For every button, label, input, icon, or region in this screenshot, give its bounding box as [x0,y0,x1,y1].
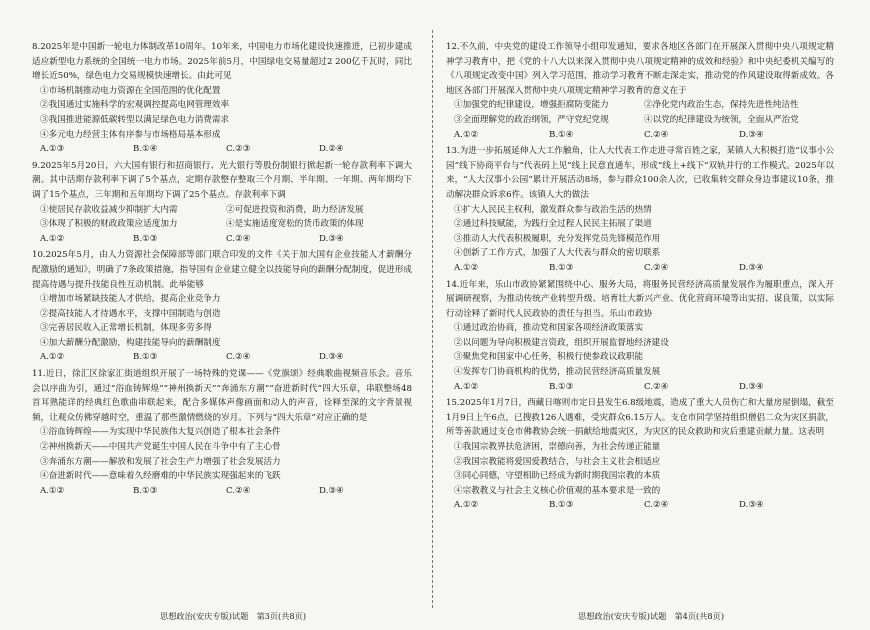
answer-choices [446,380,834,395]
option-item: ②可促进投资和消费，助力经济发展 [226,204,364,215]
answer-choice[interactable]: D.②④ [319,144,344,155]
option-item: ①增加市场紧缺技能人才供给，提高企业竞争力 [40,294,221,305]
option-item: ②以问题为导向积极建言资政，组织开展监督地经济建设 [454,337,669,348]
option-item: ①市场机制推动电力资源在全国范围的优化配置 [40,85,221,96]
option-item: ④发挥专门协商机构的优势，推动民营经济高质量发展 [454,367,661,378]
answer-choice[interactable]: A.①② [40,352,65,363]
question-stem: 13.为进一步拓展延伸人大工作触角，让人大代表工作走进寻常百姓之家，某镇人大积极打造“议事小公园”线下协商平台与“代表码上见”线上民意直通车，形成“线上+线下”双轨并行的工作模式。2025年以来，“人大汉事小公园”累计开展活动8场，参与群众100余人次，已收集转交群众身边事建议10条，推动解决群众诉求6件。该镇人大的做法 [446,146,834,200]
option-item: ①我国宗教界扶危济困，崇德向善，为社会传递正能量 [454,442,661,453]
answer-choice[interactable]: A.①② [40,233,65,244]
answer-choice[interactable]: D.③④ [319,485,344,496]
option-item: ②通过科技赋能，为践行全过程人民民主拓展了渠道 [454,219,652,230]
answer-choice[interactable]: A.①② [40,485,65,496]
footer-right: 思想政治(安庆专版)试题 第4页(共8页) [578,611,725,621]
answer-choice[interactable]: A.①③ [40,144,65,155]
answer-choice[interactable]: B.①③ [133,233,158,244]
answer-choice[interactable]: D.③④ [319,352,344,363]
answer-choice[interactable]: B.①③ [549,381,574,392]
option-item: ①扩大人民民主权利，激发群众参与政治生活的热情 [454,204,652,215]
answer-choices [32,142,412,157]
option-item: ②我国宗教能将爱国爱教结合，与社会主义社会相适应 [454,456,661,467]
option-item: ④多元电力经营主体有序参与市场格局基本形成 [40,129,221,140]
question-block [32,159,412,247]
answer-choice[interactable]: B.①③ [549,262,574,273]
option-row [32,217,412,232]
option-item: ④创新了工作方式，加强了人大代表与群众的密切联系 [454,248,661,259]
answer-choice[interactable]: B.①③ [133,485,158,496]
answer-choice[interactable]: D.③④ [739,381,764,392]
answer-choice[interactable]: B.①④ [549,129,574,140]
answer-choice[interactable]: D.③④ [319,233,344,244]
question-stem: 15.2025年1月7日，西藏日喀则市定日县发生6.8级地震，造成了重大人员伤亡和大量房屋倒塌，截至1月9日上午6点，已搜救126人遇难，受灾群众6.15万人。支仓市同学坚持组织僧侣二众为灾区捐款，所等善款通过支仓市佛教协会统一捐献给地震灾区，为灾区的民众救助和灾后重建贡献力量。这表明 [446,398,834,438]
question-stem: 10.2025年5月，由人力资源社会保障部等部门联合印发的文件《关于加大国有企业技能人才薪酬分配激励的通知》，明确了7条政策措施，指导国有企业建立健全以技能导向的薪酬分配制度，促进形成提高待遇与提升技能良性互动机制。此举能够 [32,250,412,290]
option-row [32,203,412,218]
answer-choices [32,232,412,247]
question-block [32,248,412,365]
answer-choices [446,498,834,513]
answer-choice[interactable]: C.②④ [644,500,669,511]
option-item: ①加强党的纪律建设，增强拒腐防变能力 [454,100,609,111]
option-item: ④奋进新时代——意味着久经磨难的中华民族实现强起来的飞跃 [40,471,281,482]
answer-choice[interactable]: D.③④ [739,500,764,511]
answer-choice[interactable]: C.②④ [226,233,251,244]
answer-choices [446,261,834,276]
answer-choice[interactable]: C.②③ [226,144,251,155]
option-item: ③聚焦党和国家中心任务，积极行使参政议政职能 [454,352,644,363]
option-item: ③推动人大代表积极履职，充分发挥党员先锋模范作用 [454,233,661,244]
option-item: ③体现了积极的财政政策应适度加力 [40,219,178,230]
answer-choice[interactable]: D.③④ [739,262,764,273]
option-item: ①使居民存款收益减少抑制扩大内需 [40,204,178,215]
answer-choice[interactable]: A.①② [454,381,479,392]
option-item: ③完善居民收入正常增长机制，体现多劳多得 [40,323,212,334]
option-item: ②神州换新天——中国共产党诞生中国人民在斗争中有了主心骨 [40,442,281,453]
answer-choice[interactable]: B.①④ [133,144,158,155]
question-stem: 8.2025年是中国新一轮电力体制改革10周年。10年来，中国电力市场化建设快速推进，已初步建成适应新型电力系统的全国统一电力市场。2025年前5月，中国绿电交易量超过2 200亿千瓦时，同比增长近50%，绿色电力交易规模快速增长。由此可见 [32,42,412,82]
answer-choice[interactable]: C.②④ [644,129,669,140]
question-stem: 14.近年来，乐山市政协紧紧围绕中心、服务大局，将服务民营经济高质量发展作为履职重点，深入开展调研视察，为推动传统产业转型升级、培育壮大新兴产业、优化营商环境等出实招、谋良策，以实际行动诠释了新时代人民政协的责任与担当。乐山市政协 [446,279,834,319]
answer-choice[interactable]: C.②④ [644,381,669,392]
option-item: ①浴血铸辉煌——为实现中华民族伟大复兴创造了根本社会条件 [40,427,281,438]
option-item: ③奔涌东方潮——解放和发展了社会生产力增强了社会发展活力 [40,456,281,467]
question-block [446,396,834,513]
answer-choice[interactable]: C.②④ [644,262,669,273]
question-stem: 12.不久前，中央党的建设工作领导小组印发通知，要求各地区各部门在开展深入贯彻中央八项规定精神学习教育中，把《党的十八大以来深入贯彻中央八项规定精神的成效和经验》和中央纪委机关编写的《八项规定改变中国》列入学习范围，推动学习教育不断走深走实，推动党的作风建设取得新成效。各地区各部门开展深入贯彻中央八项规定精神学习教育的意义在于 [446,42,834,96]
answer-choice[interactable]: D.③④ [739,129,764,140]
option-item: ④是实施适度宽松的货币政策的体现 [226,219,364,230]
option-item: ③全面理解党的政治纲领，严守党纪党规 [454,114,609,125]
answer-choice[interactable]: B.①③ [549,500,574,511]
question-block [446,278,834,395]
question-block [446,40,834,142]
question-block [32,367,412,498]
option-row [446,98,834,113]
option-item: ④加大薪酬分配激励，构建技能导向的薪酬制度 [40,337,221,348]
option-row [446,113,834,128]
answer-choice[interactable]: A.①② [454,129,479,140]
option-item: ②净化党内政治生态，保持先进性纯洁性 [644,100,799,111]
answer-choice[interactable]: B.①③ [133,352,158,363]
option-item: ④以党的纪律建设为统领，全面从严治党 [644,114,799,125]
answer-choice[interactable]: A.①② [454,262,479,273]
answer-choices [32,350,412,365]
footer-left: 思想政治(安庆专版)试题 第3页(共8页) [160,611,307,621]
option-item: ①通过政治协商，推动党和国家各项经济政策落实 [454,323,644,334]
right-column [446,40,834,515]
question-stem: 9.2025年5月20日，六大国有银行和招商银行、光大银行等股份制银行掀起新一轮存款利率下调大潮。其中活期存款利率下调了5个基点，定期存款整存整取三个月期、半年期、一年期、两年期均下调了15个基点，三年期和五年期均下调了25个基点。存款利率下调 [32,160,412,200]
left-column [32,40,412,500]
question-stem: 11.近日，徐汇区徐家汇街道组织开展了一场特殊的党课——《党旗颂》经典歌曲视频音乐会。音乐会以序曲为引，通过“浴血铸辉煌”“神州换新天”“奔涌东方潮”“奋进新时代”四大乐章，串联整场48首耳熟能详的经典红色歌曲串联起来，配合多媒体声像画面和动人的声音，诠释至深的文字背景视频，让观众仿佛穿越时空，重温了那些激情燃烧的岁月。下列与“四大乐章”对应正确的是 [32,369,412,423]
question-block [32,40,412,157]
option-item: ②提高技能人才待遇水平，支撑中国制造与创造 [40,308,221,319]
column-divider [432,30,433,608]
question-block [446,144,834,275]
answer-choices [32,484,412,499]
answer-choice[interactable]: A.①② [454,500,479,511]
answer-choices [446,128,834,143]
option-item: ③我国推进能源低碳转型以满足绿色电力消费需求 [40,114,230,125]
option-item: ④宗教教义与社会主义核心价值观的基本要求是一致的 [454,485,661,496]
answer-choice[interactable]: C.②④ [226,485,251,496]
option-item: ③同心同德，守望相助已经成为新时期我国宗教的本质 [454,471,661,482]
option-item: ②我国通过实施科学的宏观调控提高电网管理效率 [40,100,230,111]
answer-choice[interactable]: C.②④ [226,352,251,363]
